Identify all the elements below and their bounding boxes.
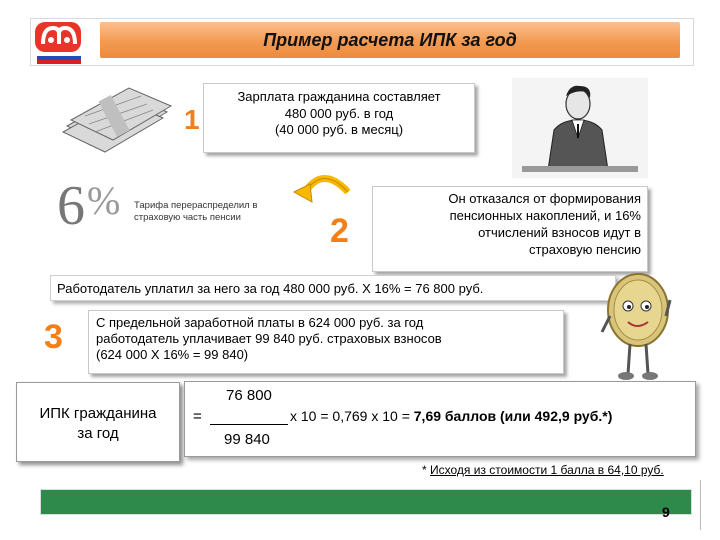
- salary-box: [203, 83, 475, 153]
- salary-line-3: (40 000 руб. в месяц): [274, 122, 404, 137]
- max-line-1: С предельной заработной платы в 624 000 руб. за год: [96, 315, 424, 330]
- curved-arrow-icon: [292, 170, 358, 214]
- max-salary-box: [88, 310, 564, 374]
- money-stack-icon: [55, 76, 178, 158]
- refused-box: [372, 186, 648, 272]
- svg-text:%: %: [87, 178, 121, 223]
- employer-line: Работодатель уплатил за него за год 480 000 руб. Х 16% = 76 800 руб.: [50, 275, 616, 301]
- ipk-label-line-2: за год: [77, 425, 119, 442]
- footnote-star: *: [422, 463, 427, 477]
- businessman-at-desk-icon: [512, 78, 648, 178]
- slide-border: [700, 480, 701, 530]
- ipk-label-box: [16, 382, 180, 462]
- salary-line-1: Зарплата гражданина составляет: [237, 89, 441, 104]
- tariff-note-line-1: Тарифа перераспределил в: [134, 200, 258, 211]
- ruble-coin-character-icon: [600, 270, 672, 382]
- page-title: Пример расчета ИПК за год: [263, 30, 517, 50]
- formula-numerator: 76 800: [226, 387, 272, 404]
- refused-line-2: пенсионных накоплений, и 16%: [449, 208, 641, 223]
- footnote: [422, 463, 664, 477]
- salary-line-2: 480 000 руб. в год: [284, 105, 394, 121]
- step-number-3: 3: [44, 318, 63, 356]
- refused-line-4: страховую пенсию: [529, 242, 641, 257]
- six-percent-icon: [55, 166, 131, 236]
- formula-result: 7,69 баллов (или 492,9 руб.*): [413, 408, 613, 424]
- tariff-note: [134, 200, 304, 224]
- formula-equals: =: [193, 408, 202, 425]
- svg-text:6: 6: [57, 175, 85, 236]
- max-line-3: (624 000 Х 16% = 99 840): [96, 347, 249, 362]
- formula-fraction-line: [210, 408, 288, 425]
- formula-calculation: [290, 408, 612, 424]
- formula-denominator: 99 840: [224, 431, 270, 448]
- pension-fund-logo-icon: [33, 20, 93, 66]
- refused-line-3: отчислений взносов идут в: [478, 225, 641, 240]
- step-number-2: 2: [330, 212, 349, 250]
- bottom-bar: [40, 489, 692, 515]
- page-number: 9: [662, 504, 670, 520]
- ipk-label-line-1: ИПК гражданина: [39, 405, 157, 422]
- tariff-note-line-2: страховую часть пенсии: [134, 212, 241, 223]
- step-number-1: 1: [184, 104, 200, 135]
- formula-rest: х 10 = 0,769 х 10 =: [290, 408, 414, 424]
- refused-line-1: Он отказался от формирования: [448, 191, 641, 206]
- footnote-text: Исходя из стоимости 1 балла в 64,10 руб.: [430, 463, 664, 477]
- max-line-2: работодатель уплачивает 99 840 руб. страховых взносов: [96, 331, 442, 346]
